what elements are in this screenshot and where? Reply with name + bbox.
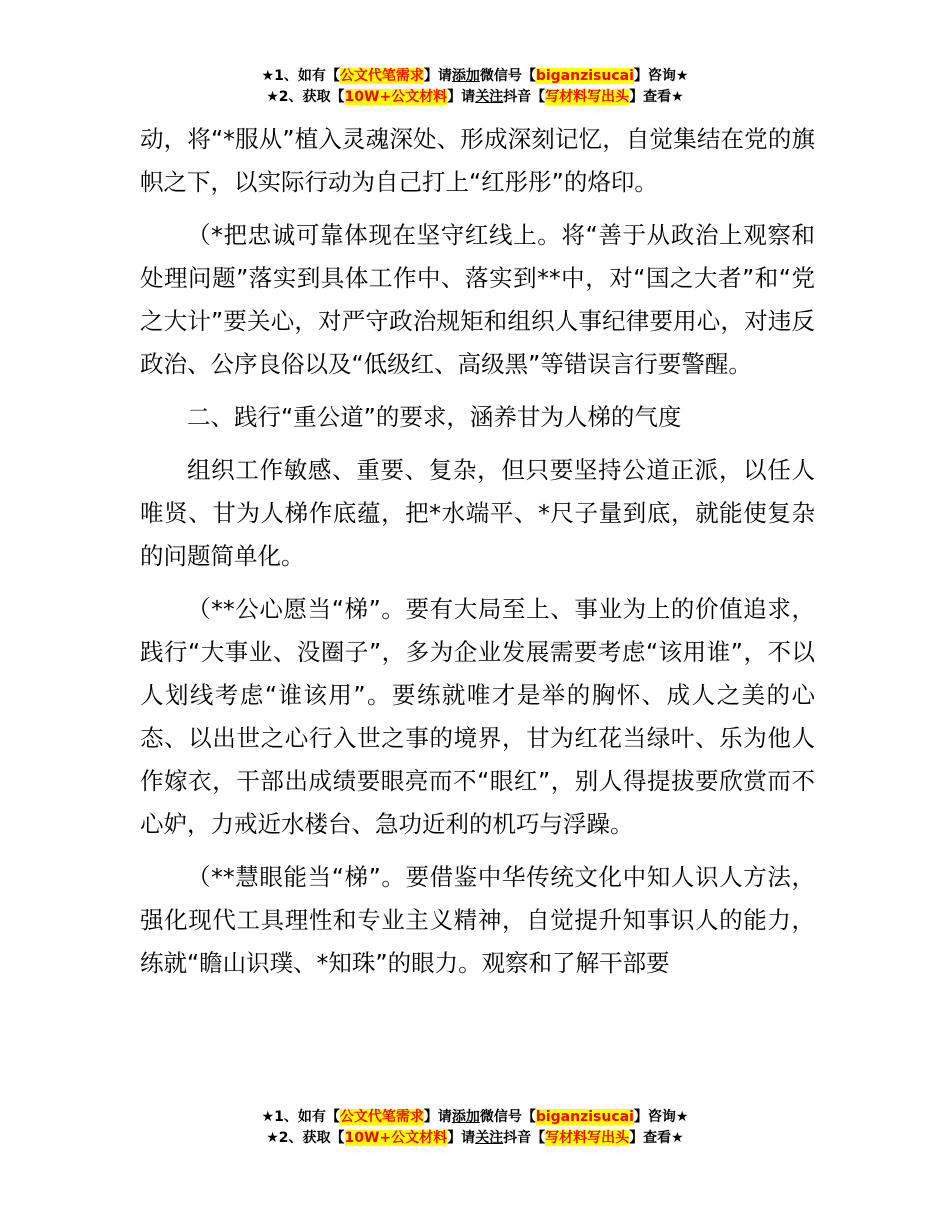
paragraph-public-heart-ladder: （**公心愿当“梯”。要有大局至上、事业为上的价值追求，践行“大事业、没圈子”，多为企业发展需要考虑“该用谁”，不以人划线考虑“谁该用”。要练就唯才是举的胸怀、成人之美的心态、以出世之心行入世之事的境界，甘为红花当绿叶、乐为他人作嫁衣，干部出成绩要眼亮而不“眼红”，别人得提拔要欣赏而不心妒，力戒近水楼台、急功近利的机巧与浮躁。 bbox=[140, 595, 815, 838]
paragraph-wise-eyes-ladder: （**慧眼能当“梯”。要借鉴中华传统文化中知人识人方法，强化现代工具理性和专业主义精神，自觉提升知事识人的能力，练就“瞻山识璞、*知珠”的眼力。观察和了解干部要 bbox=[140, 863, 815, 977]
footer-line-1: ★1、如有【公文代笔需求】请添加微信号【biganzisucai】咨询★ bbox=[261, 1109, 689, 1125]
footer-banner bbox=[0, 1107, 950, 1149]
footer-highlight-writing-service: 公文代笔需求 bbox=[339, 1109, 424, 1125]
banner-line-2: ★2、获取【10W+公文材料】请关注抖音【写材料写出头】查看★ bbox=[266, 89, 684, 105]
highlight-wechat-id: biganzisucai bbox=[535, 68, 634, 84]
section-heading-fairness: 二、践行“重公道”的要求，涵养甘为人梯的气度 bbox=[187, 403, 682, 431]
paragraph-loyalty-redline: （*把忠诚可靠体现在坚守红线上。将“善于从政治上观察和处理问题”落实到具体工作中、落实到**中，对“国之大者”和“党之大计”要关心，对严守政治规矩和组织人事纪律要用心，对违反政治、公序良俗以及“低级红、高级黑”等错误言行要警醒。 bbox=[140, 221, 815, 378]
footer-highlight-wechat-id: biganzisucai bbox=[535, 1109, 634, 1125]
highlight-materials: 10W+公文材料 bbox=[344, 89, 448, 105]
paragraph-organization-work: 组织工作敏感、重要、复杂，但只要坚持公道正派，以任人唯贤、甘为人梯作底蕴，把*水端平、*尺子量到底，就能使复杂的问题简单化。 bbox=[140, 456, 815, 570]
highlight-douyin-account: 写材料写出头 bbox=[545, 89, 630, 105]
document-body bbox=[140, 118, 815, 995]
banner-line-1: ★1、如有【公文代笔需求】请添加微信号【biganzisucai】咨询★ bbox=[261, 68, 689, 84]
footer-line-2: ★2、获取【10W+公文材料】请关注抖音【写材料写出头】查看★ bbox=[266, 1130, 684, 1146]
paragraph-continued: 动，将“*服从”植入灵魂深处、形成深刻记忆，自觉集结在党的旗帜之下，以实际行动为自己打上“红彤彤”的烙印。 bbox=[140, 125, 815, 196]
footer-highlight-materials: 10W+公文材料 bbox=[344, 1130, 448, 1146]
footer-highlight-douyin-account: 写材料写出头 bbox=[545, 1130, 630, 1146]
highlight-writing-service: 公文代笔需求 bbox=[339, 68, 424, 84]
header-banner bbox=[0, 66, 950, 108]
